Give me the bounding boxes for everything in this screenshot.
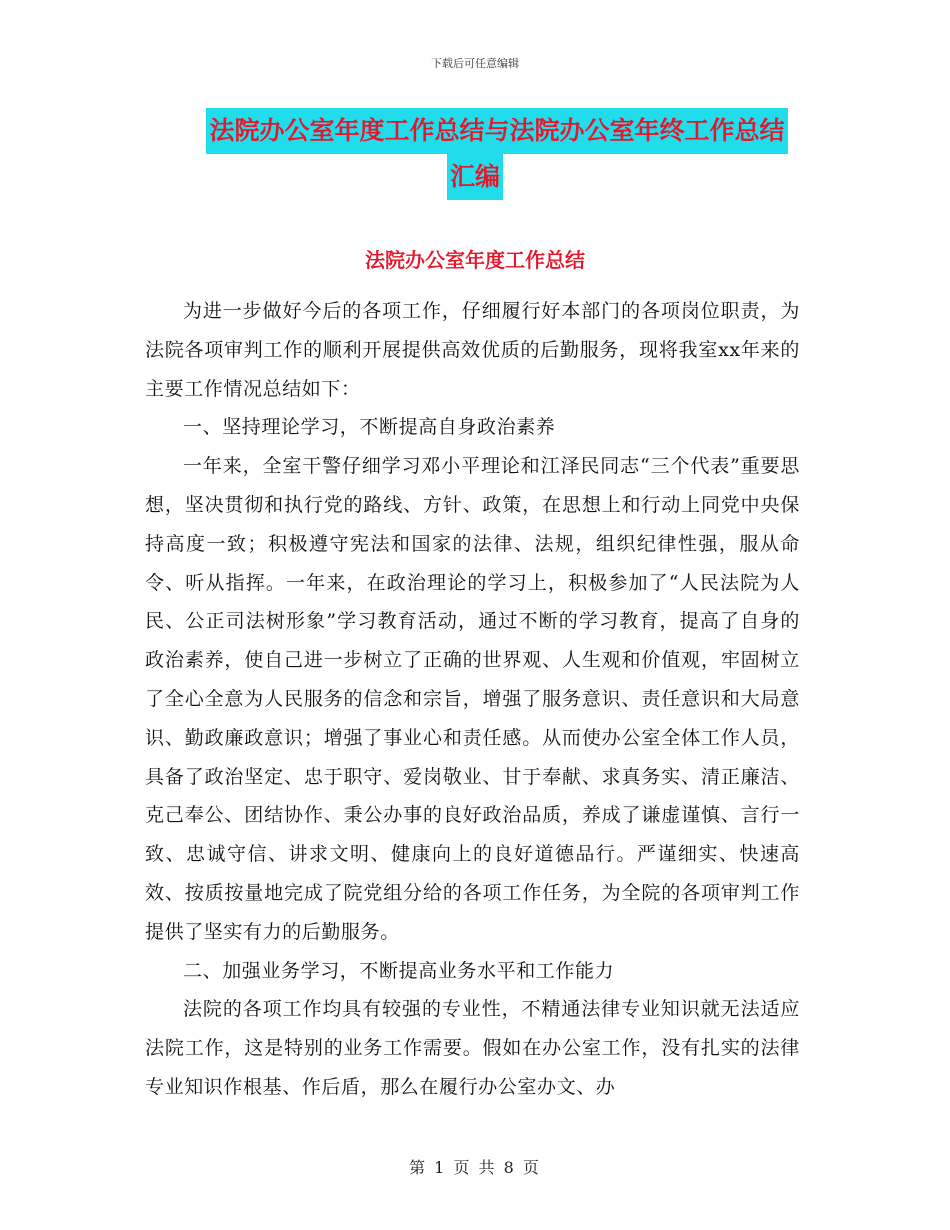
document-title-line-2: 汇编 — [447, 154, 503, 200]
page-footer: 第 1 页 共 8 页 — [409, 1158, 541, 1177]
heading-two: 二、加强业务学习，不断提高业务水平和工作能力 — [183, 959, 615, 982]
heading-one: 一、坚持理论学习，不断提高自身政治素养 — [183, 416, 556, 439]
document-title-line-1: 法院办公室年度工作总结与法院办公室年终工作总结 — [206, 108, 787, 154]
paragraph-two: 法院的各项工作均具有较强的专业性，不精通法律专业知识就无法适应法院工作，这是特别的业务工作需要。假如在办公室工作，没有扎实的法律专业知识作根基、作后盾，那么在履行办公室办文、办 — [145, 998, 800, 1098]
paragraph-intro: 为进一步做好今后的各项工作，仔细履行好本部门的各项岗位职责，为法院各项审判工作的顺利开展提供高效优质的后勤服务，现将我室xx年来的主要工作情况总结如下： — [145, 300, 800, 400]
header-note: 下载后可任意编辑 — [431, 57, 519, 70]
body-text — [145, 292, 800, 1107]
section-title: 法院办公室年度工作总结 — [365, 248, 585, 272]
paragraph-one: 一年来，全室干警仔细学习邓小平理论和江泽民同志“三个代表”重要思想，坚决贯彻和执行党的路线、方针、政策，在思想上和行动上同党中央保持高度一致；积极遵守宪法和国家的法律、法规，组织纪律性强，服从命令、听从指挥。一年来，在政治理论的学习上，积极参加了“人民法院为人民、公正司法树形象”学习教育活动，通过不断的学习教育，提高了自身的政治素养，使自己进一步树立了正确的世界观、人生观和价值观，牢固树立了全心全意为人民服务的信念和宗旨，增强了服务意识、责任意识和大局意识、勤政廉政意识；增强了事业心和责任感。从而使办公室全体工作人员，具备了政治坚定、忠于职守、爱岗敬业、甘于奉献、求真务实、清正廉洁、克己奉公、团结协作、秉公办事的良好政治品质，养成了谦虚谨慎、言行一致、忠诚守信、讲求文明、健康向上的良好道德品行。严谨细实、快速高效、按质按量地完成了院党组分给的各项工作任务，为全院的各项审判工作提供了坚实有力的后勤服务。 — [145, 455, 800, 943]
document-title — [0, 108, 950, 200]
